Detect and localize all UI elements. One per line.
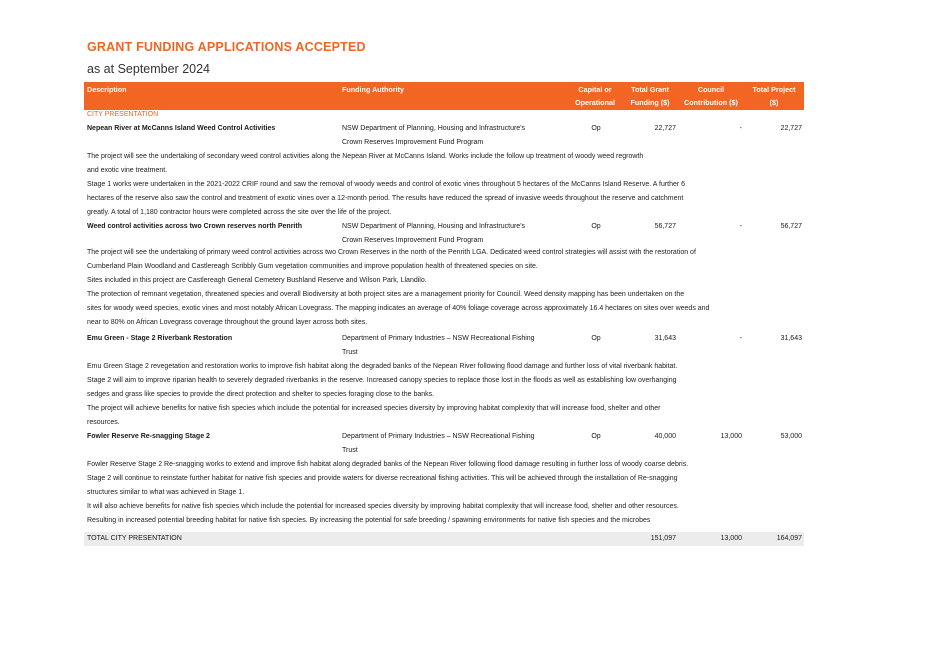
header-council-line2: Contribution ($) (684, 98, 738, 107)
total-label: TOTAL CITY PRESENTATION (87, 535, 182, 542)
project-type: Op (591, 125, 601, 132)
project-description (87, 246, 807, 330)
description-line: Resulting in increased potential breeding habitat for native fish species. By increasing the potential for safe breeding / spawning environments for native fish species and the microbes (87, 517, 651, 524)
description-line: The project will see the undertaking of primary weed control activities across two Crown Reserves in the north of the Penrith LGA. Dedicated weed control strategies will assist with the restoration of (87, 249, 696, 256)
header-council-line1: Council (697, 85, 725, 94)
description-line: sites for woody weed species, exotic vines and most notably African Lovegrass. The mapping indicates an average of 40% foliage coverage across approximately 16.4 hectares on sites over weeds and (87, 305, 710, 312)
project-type: Op (591, 335, 601, 342)
header-total-line2: ($) (769, 98, 779, 107)
project-authority (342, 430, 577, 458)
project-authority (342, 332, 577, 360)
description-line: greatly. A total of 1,180 contractor hours were completed across the site over the life of the project. (87, 209, 392, 216)
project-authority (342, 220, 577, 248)
authority-line: Trust (342, 349, 358, 356)
project-total: 56,727 (780, 223, 802, 230)
description-line: hectares of the reserve also saw the control and treatment of exotic vines over a 12-month period. The results have reduced the spread of invasive weeds throughout the reserve and catchment (87, 195, 684, 202)
project-grant: 22,727 (654, 125, 676, 132)
description-line: and exotic vine treatment. (87, 167, 168, 174)
total-row (84, 532, 804, 546)
description-line: near to 80% on African Lovegrass coverage throughout the ground layer across both sites. (87, 319, 368, 326)
authority-line: NSW Department of Planning, Housing and Infrastructure's (342, 223, 526, 230)
project-total: 22,727 (780, 125, 802, 132)
description-line: Cumberland Plain Woodland and Castlereagh Scribbly Gum vegetation communities and improve population health of threatened species on site. (87, 263, 538, 270)
project-grant: 31,643 (654, 335, 676, 342)
authority-line: Crown Reserves Improvement Fund Program (342, 237, 484, 244)
project-description (87, 458, 807, 528)
description-line: sedges and grass like species to provide the direct protection and shelter to species foraging close to the banks. (87, 391, 435, 398)
total-council: 13,000 (720, 535, 742, 542)
project-grant: 40,000 (654, 433, 676, 440)
project-name: Emu Green - Stage 2 Riverbank Restoration (87, 335, 233, 342)
authority-line: NSW Department of Planning, Housing and Infrastructure's (342, 125, 526, 132)
header-grant-line1: Total Grant (631, 85, 669, 94)
description-line: Stage 2 will continue to reinstate further habitat for native fish species and provide waters for diverse recreational fishing activities. This will be achieved through the installation of Re-snagging (87, 475, 678, 482)
header-type-line1: Capital or (578, 85, 612, 94)
project-name: Weed control activities across two Crown reserves north Penrith (87, 223, 302, 230)
description-line: Stage 1 works were undertaken in the 2021-2022 CRIF round and saw the removal of woody weeds and control of exotic vines throughout 5 hectares of the McCanns Island Reserve. A further 6 (87, 181, 686, 188)
authority-line: Department of Primary Industries – NSW Recreational Fishing (342, 335, 535, 342)
total-grant: 151,097 (650, 535, 676, 542)
description-line: The project will see the undertaking of secondary weed control activities along the Nepean River at McCanns Island. Works include the follow up treatment of woody weed regrowth (87, 153, 644, 160)
project-name: Fowler Reserve Re-snagging Stage 2 (87, 433, 210, 440)
project-council: 13,000 (720, 433, 742, 440)
description-line: structures similar to what was achieved in Stage 1. (87, 489, 245, 496)
project-name: Nepean River at McCanns Island Weed Control Activities (87, 125, 276, 132)
description-line: Sites included in this project are Castlereagh General Cemetery Bushland Reserve and Wilson Park, Llandilo. (87, 277, 427, 284)
description-line: resources. (87, 419, 120, 426)
description-line: The project will achieve benefits for native fish species which include the potential for increased species diversity by improving habitat complexity that will increase food, shelter and other (87, 405, 661, 412)
description-line: Stage 2 will aim to improve riparian health to severely degraded riverbanks in the reserve. Increased canopy species to replace those lost in the floods as well as establishing low overhanging (87, 377, 677, 384)
header-authority: Funding Authority (342, 85, 405, 94)
project-description (87, 150, 807, 220)
page-title: GRANT FUNDING APPLICATIONS ACCEPTED (87, 40, 366, 54)
section-label: CITY PRESENTATION (87, 111, 159, 118)
description-line: Emu Green Stage 2 revegetation and restoration works to improve fish habitat along the degraded banks of the Nepean River following flood damage and further loss of vital riverbank habitat. (87, 363, 678, 370)
project-authority (342, 122, 577, 150)
description-line: It will also achieve benefits for native fish species which include the potential for increased species diversity by improving habitat complexity that will increase food, shelter and other resources. (87, 503, 679, 510)
project-total: 31,643 (780, 335, 802, 342)
header-type-line2: Operational (575, 98, 615, 107)
project-description (87, 360, 807, 430)
description-line: Fowler Reserve Stage 2 Re-snagging works to extend and improve fish habitat along degraded banks of the Nepean River following flood damage resulting in further loss of woody coarse debris. (87, 461, 689, 468)
project-type: Op (591, 433, 601, 440)
page-subtitle: as at September 2024 (87, 62, 210, 76)
authority-line: Department of Primary Industries – NSW Recreational Fishing (342, 433, 535, 440)
project-council: - (739, 223, 742, 230)
project-grant: 56,727 (654, 223, 676, 230)
header-description: Description (87, 85, 127, 94)
table-header (84, 82, 804, 110)
project-type: Op (591, 223, 601, 230)
project-council: - (739, 335, 742, 342)
description-line: The protection of remnant vegetation, threatened species and overall Biodiversity at both project sites are a management priority for Council. Weed density mapping has been undertaken on the (87, 291, 685, 298)
project-total: 53,000 (780, 433, 802, 440)
authority-line: Crown Reserves Improvement Fund Program (342, 139, 484, 146)
total-project: 164,097 (776, 535, 802, 542)
header-grant-line2: Funding ($) (630, 98, 670, 107)
authority-line: Trust (342, 447, 358, 454)
header-total-line1: Total Project (752, 85, 796, 94)
project-council: - (739, 125, 742, 132)
